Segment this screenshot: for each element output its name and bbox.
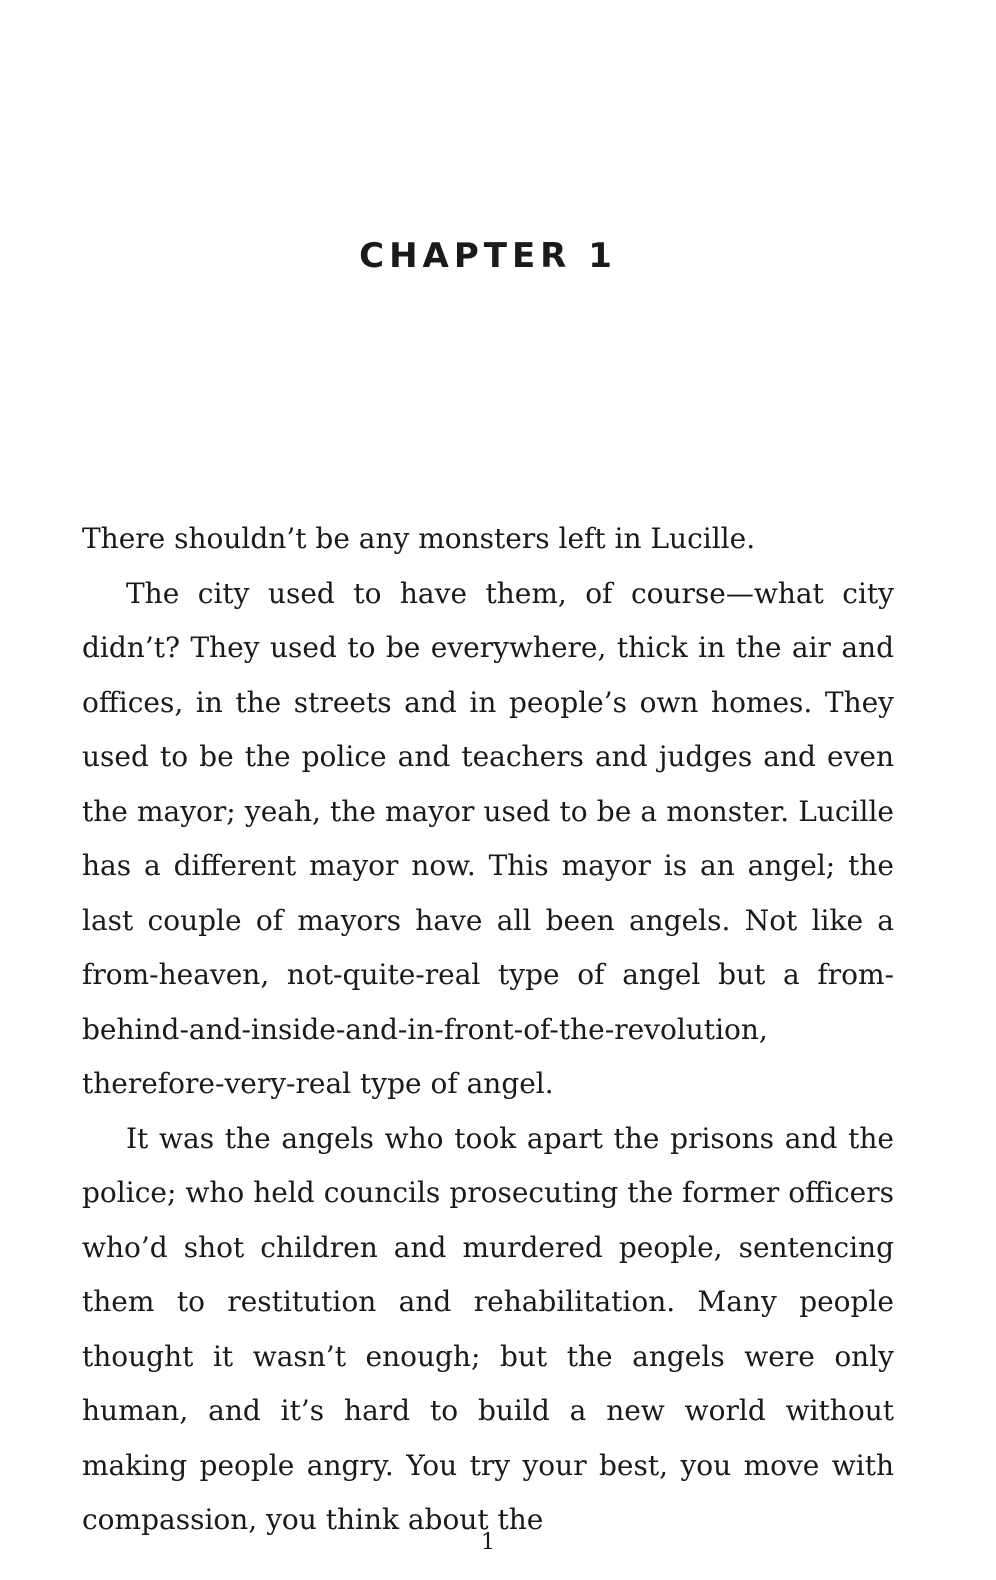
- paragraph-2: The city used to have them, of course—what city didn’t? They used to be everywhere, thick in the air and offices, in the streets and in people’s own homes. They used to be the police and teachers and judges and even the mayor; yeah, the mayor used to be a monster. Lucille has a different mayor now. This mayor is an angel; the last couple of mayors have all been angels. Not like a from-heaven, not-quite-real type of angel but a from-behind-and-inside-and-in-front-of-the-revolution, therefore-very-real type of angel.: [82, 576, 894, 1100]
- page-number: 1: [481, 1530, 495, 1555]
- chapter-heading: CHAPTER 1: [359, 236, 617, 276]
- chapter-body: [82, 512, 894, 1548]
- paragraph-3: It was the angels who took apart the prisons and the police; who held councils prosecuting the former officers who’d shot children and murdered people, sentencing them to restitution and rehabilitation. Many people thought it wasn’t enough; but the angels were only human, and it’s hard to build a new world without making people angry. You try your best, you move with compassion, you think about the: [82, 1121, 894, 1536]
- paragraph-1: There shouldn’t be any monsters left in Lucille.: [82, 522, 756, 555]
